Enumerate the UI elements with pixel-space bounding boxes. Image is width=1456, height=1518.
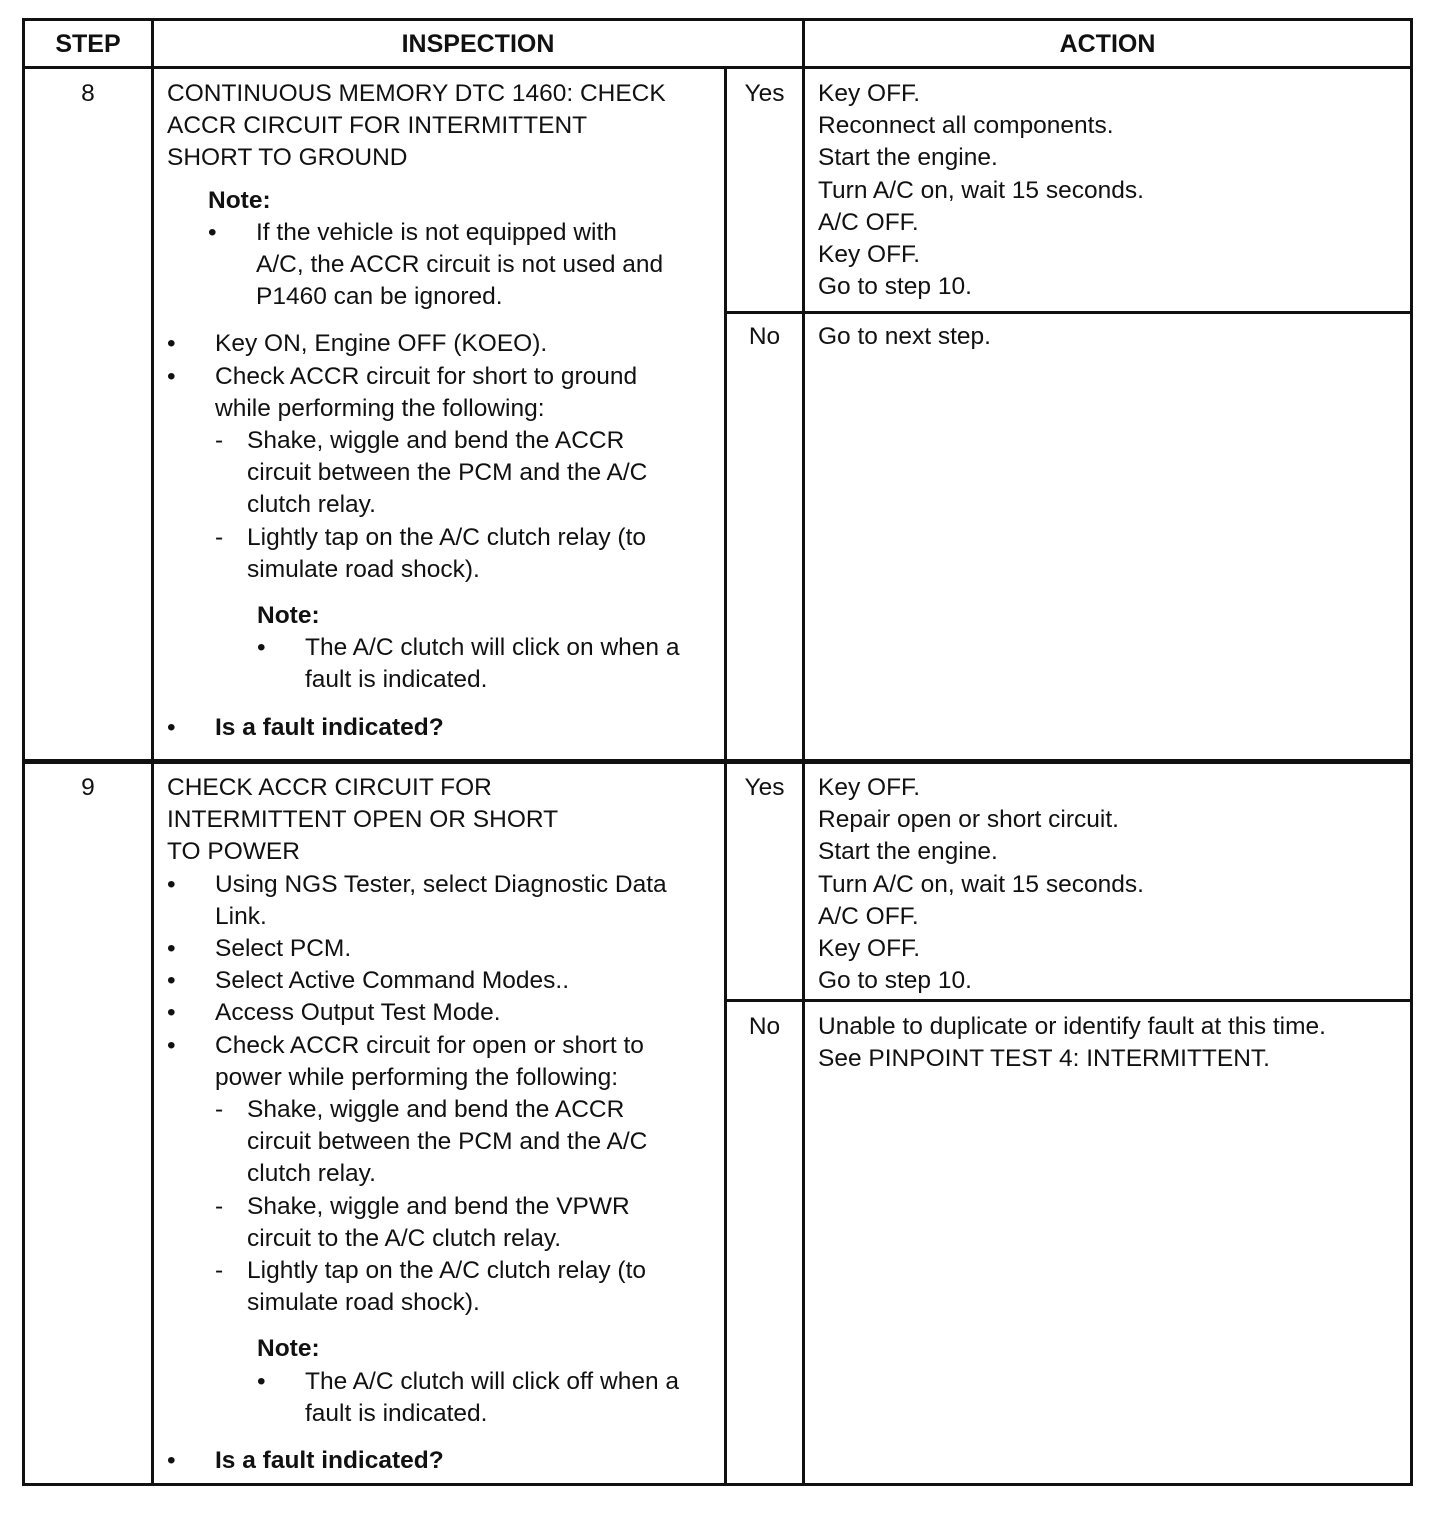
dash-icon: - (215, 523, 224, 551)
action-line: Key OFF. (818, 935, 921, 963)
no-actions (818, 1011, 1403, 1075)
title-line: SHORT TO GROUND (167, 144, 408, 172)
text-line: If the vehicle is not equipped with (256, 218, 617, 246)
note-bullet (257, 1366, 717, 1430)
bullet-icon: • (167, 999, 176, 1027)
text-line: Using NGS Tester, select Diagnostic Data (215, 870, 667, 898)
text-line: power while performing the following: (215, 1063, 619, 1091)
question-text: Is a fault indicated? (215, 1447, 444, 1475)
bullet-icon: • (208, 218, 217, 246)
action-line: Start the engine. (818, 144, 998, 172)
action-line: Reconnect all components. (818, 112, 1114, 140)
step-title (167, 78, 717, 175)
action-line: Key OFF. (818, 774, 921, 801)
note-bullet (208, 217, 717, 314)
note-label: Note: (257, 602, 320, 630)
note-bullet (257, 632, 717, 696)
note-block (167, 185, 717, 314)
no-actions (818, 321, 1403, 353)
step9-yes-no-divider (726, 999, 1413, 1002)
sub-item (167, 1255, 717, 1319)
text-line: Check ACCR circuit for open or short to (215, 1031, 644, 1059)
bullet-item (167, 933, 717, 965)
action-line: Go to step 10. (818, 967, 972, 995)
text-line: A/C, the ACCR circuit is not used and (256, 251, 664, 279)
sub-item (167, 1191, 717, 1255)
text-line: The A/C clutch will click on when a (305, 634, 680, 662)
bullet-item (167, 965, 717, 997)
text-line: fault is indicated. (305, 666, 488, 694)
bullet-icon: • (167, 1447, 176, 1475)
step8-yes-no-divider (726, 311, 1413, 314)
bullet-icon: • (167, 967, 176, 995)
text-line: Link. (215, 902, 267, 930)
bullet-item (167, 1030, 717, 1094)
note-label: Note: (257, 1335, 320, 1363)
text-line: circuit between the PCM and the A/C (247, 1128, 648, 1156)
bullet-item (167, 997, 717, 1029)
action-line: Key OFF. (818, 241, 921, 269)
question-item (167, 1445, 717, 1477)
no-label: No (748, 1013, 781, 1040)
text-line: Shake, wiggle and bend the VPWR (247, 1192, 630, 1220)
text-line: Key ON, Engine OFF (KOEO). (215, 330, 548, 358)
question-text: Is a fault indicated? (215, 713, 444, 741)
yes-label: Yes (744, 774, 785, 801)
note-label: Note: (208, 186, 271, 214)
sub-item (167, 1094, 717, 1191)
action-line: A/C OFF. (818, 208, 919, 236)
action-line: Turn A/C on, wait 15 seconds. (818, 870, 1144, 898)
dash-icon: - (215, 427, 224, 455)
action-column-rule (802, 18, 805, 1486)
step-column-rule (151, 18, 154, 1486)
sub-note-block (167, 1333, 717, 1430)
title-line: ACCR CIRCUIT FOR INTERMITTENT (167, 112, 588, 140)
step-number: 9 (81, 774, 95, 801)
text-line: clutch relay. (247, 491, 376, 519)
bullet-item (167, 361, 717, 425)
step-divider (22, 759, 1413, 764)
sub-item (167, 425, 717, 522)
title-line: INTERMITTENT OPEN OR SHORT (167, 806, 559, 834)
bullet-icon: • (167, 870, 176, 898)
step-8-inspection (167, 78, 717, 744)
action-line: Repair open or short circuit. (818, 806, 1119, 834)
sub-note-block (167, 600, 717, 697)
text-line: Select PCM. (215, 935, 352, 963)
yes-label: Yes (744, 80, 785, 107)
title-line: TO POWER (167, 838, 300, 866)
dash-icon: - (215, 1257, 224, 1285)
header-action: ACTION (1059, 29, 1156, 58)
text-line: circuit to the A/C clutch relay. (247, 1224, 562, 1252)
text-line: Lightly tap on the A/C clutch relay (to (247, 1257, 647, 1285)
step-number: 8 (81, 80, 95, 107)
action-line: Key OFF. (818, 80, 921, 107)
yes-actions (818, 772, 1403, 997)
text-line: simulate road shock). (247, 555, 480, 583)
text-line: clutch relay. (247, 1160, 376, 1188)
bullet-icon: • (257, 634, 266, 662)
bullet-icon: • (167, 935, 176, 963)
bullet-item (167, 328, 717, 360)
bullet-icon: • (167, 1031, 176, 1059)
title-line: CONTINUOUS MEMORY DTC 1460: CHECK (167, 80, 666, 107)
bullet-icon: • (167, 330, 176, 358)
action-line: A/C OFF. (818, 902, 919, 930)
text-line: The A/C clutch will click off when a (305, 1367, 680, 1395)
action-line: Turn A/C on, wait 15 seconds. (818, 176, 1144, 204)
step-title (167, 772, 717, 869)
title-line: CHECK ACCR CIRCUIT FOR (167, 774, 492, 801)
bullet-icon: • (257, 1367, 266, 1395)
text-line: fault is indicated. (305, 1399, 488, 1427)
step-9-inspection (167, 772, 717, 1477)
text-line: circuit between the PCM and the A/C (247, 459, 648, 487)
yes-actions (818, 78, 1403, 303)
text-line: Check ACCR circuit for short to ground (215, 362, 638, 390)
text-line: Access Output Test Mode. (215, 999, 501, 1027)
text-line: Shake, wiggle and bend the ACCR (247, 427, 625, 455)
sub-item (167, 522, 717, 586)
dash-icon: - (215, 1096, 224, 1124)
no-label: No (748, 323, 781, 350)
header-step: STEP (55, 29, 121, 58)
text-line: P1460 can be ignored. (256, 283, 503, 311)
text-line: Select Active Command Modes.. (215, 967, 570, 995)
action-line: Go to next step. (818, 323, 991, 350)
action-line: See PINPOINT TEST 4: INTERMITTENT. (818, 1045, 1270, 1073)
text-line: Shake, wiggle and bend the ACCR (247, 1096, 625, 1124)
bullet-item (167, 869, 717, 933)
header-inspection: INSPECTION (401, 29, 555, 58)
text-line: simulate road shock). (247, 1289, 480, 1317)
bullet-icon: • (167, 713, 176, 741)
bullet-icon: • (167, 362, 176, 390)
action-line: Go to step 10. (818, 273, 972, 301)
dash-icon: - (215, 1192, 224, 1220)
text-line: Lightly tap on the A/C clutch relay (to (247, 523, 647, 551)
question-item (167, 712, 717, 744)
action-line: Unable to duplicate or identify fault at this time. (818, 1013, 1326, 1040)
text-line: while performing the following: (215, 394, 545, 422)
action-line: Start the engine. (818, 838, 998, 866)
